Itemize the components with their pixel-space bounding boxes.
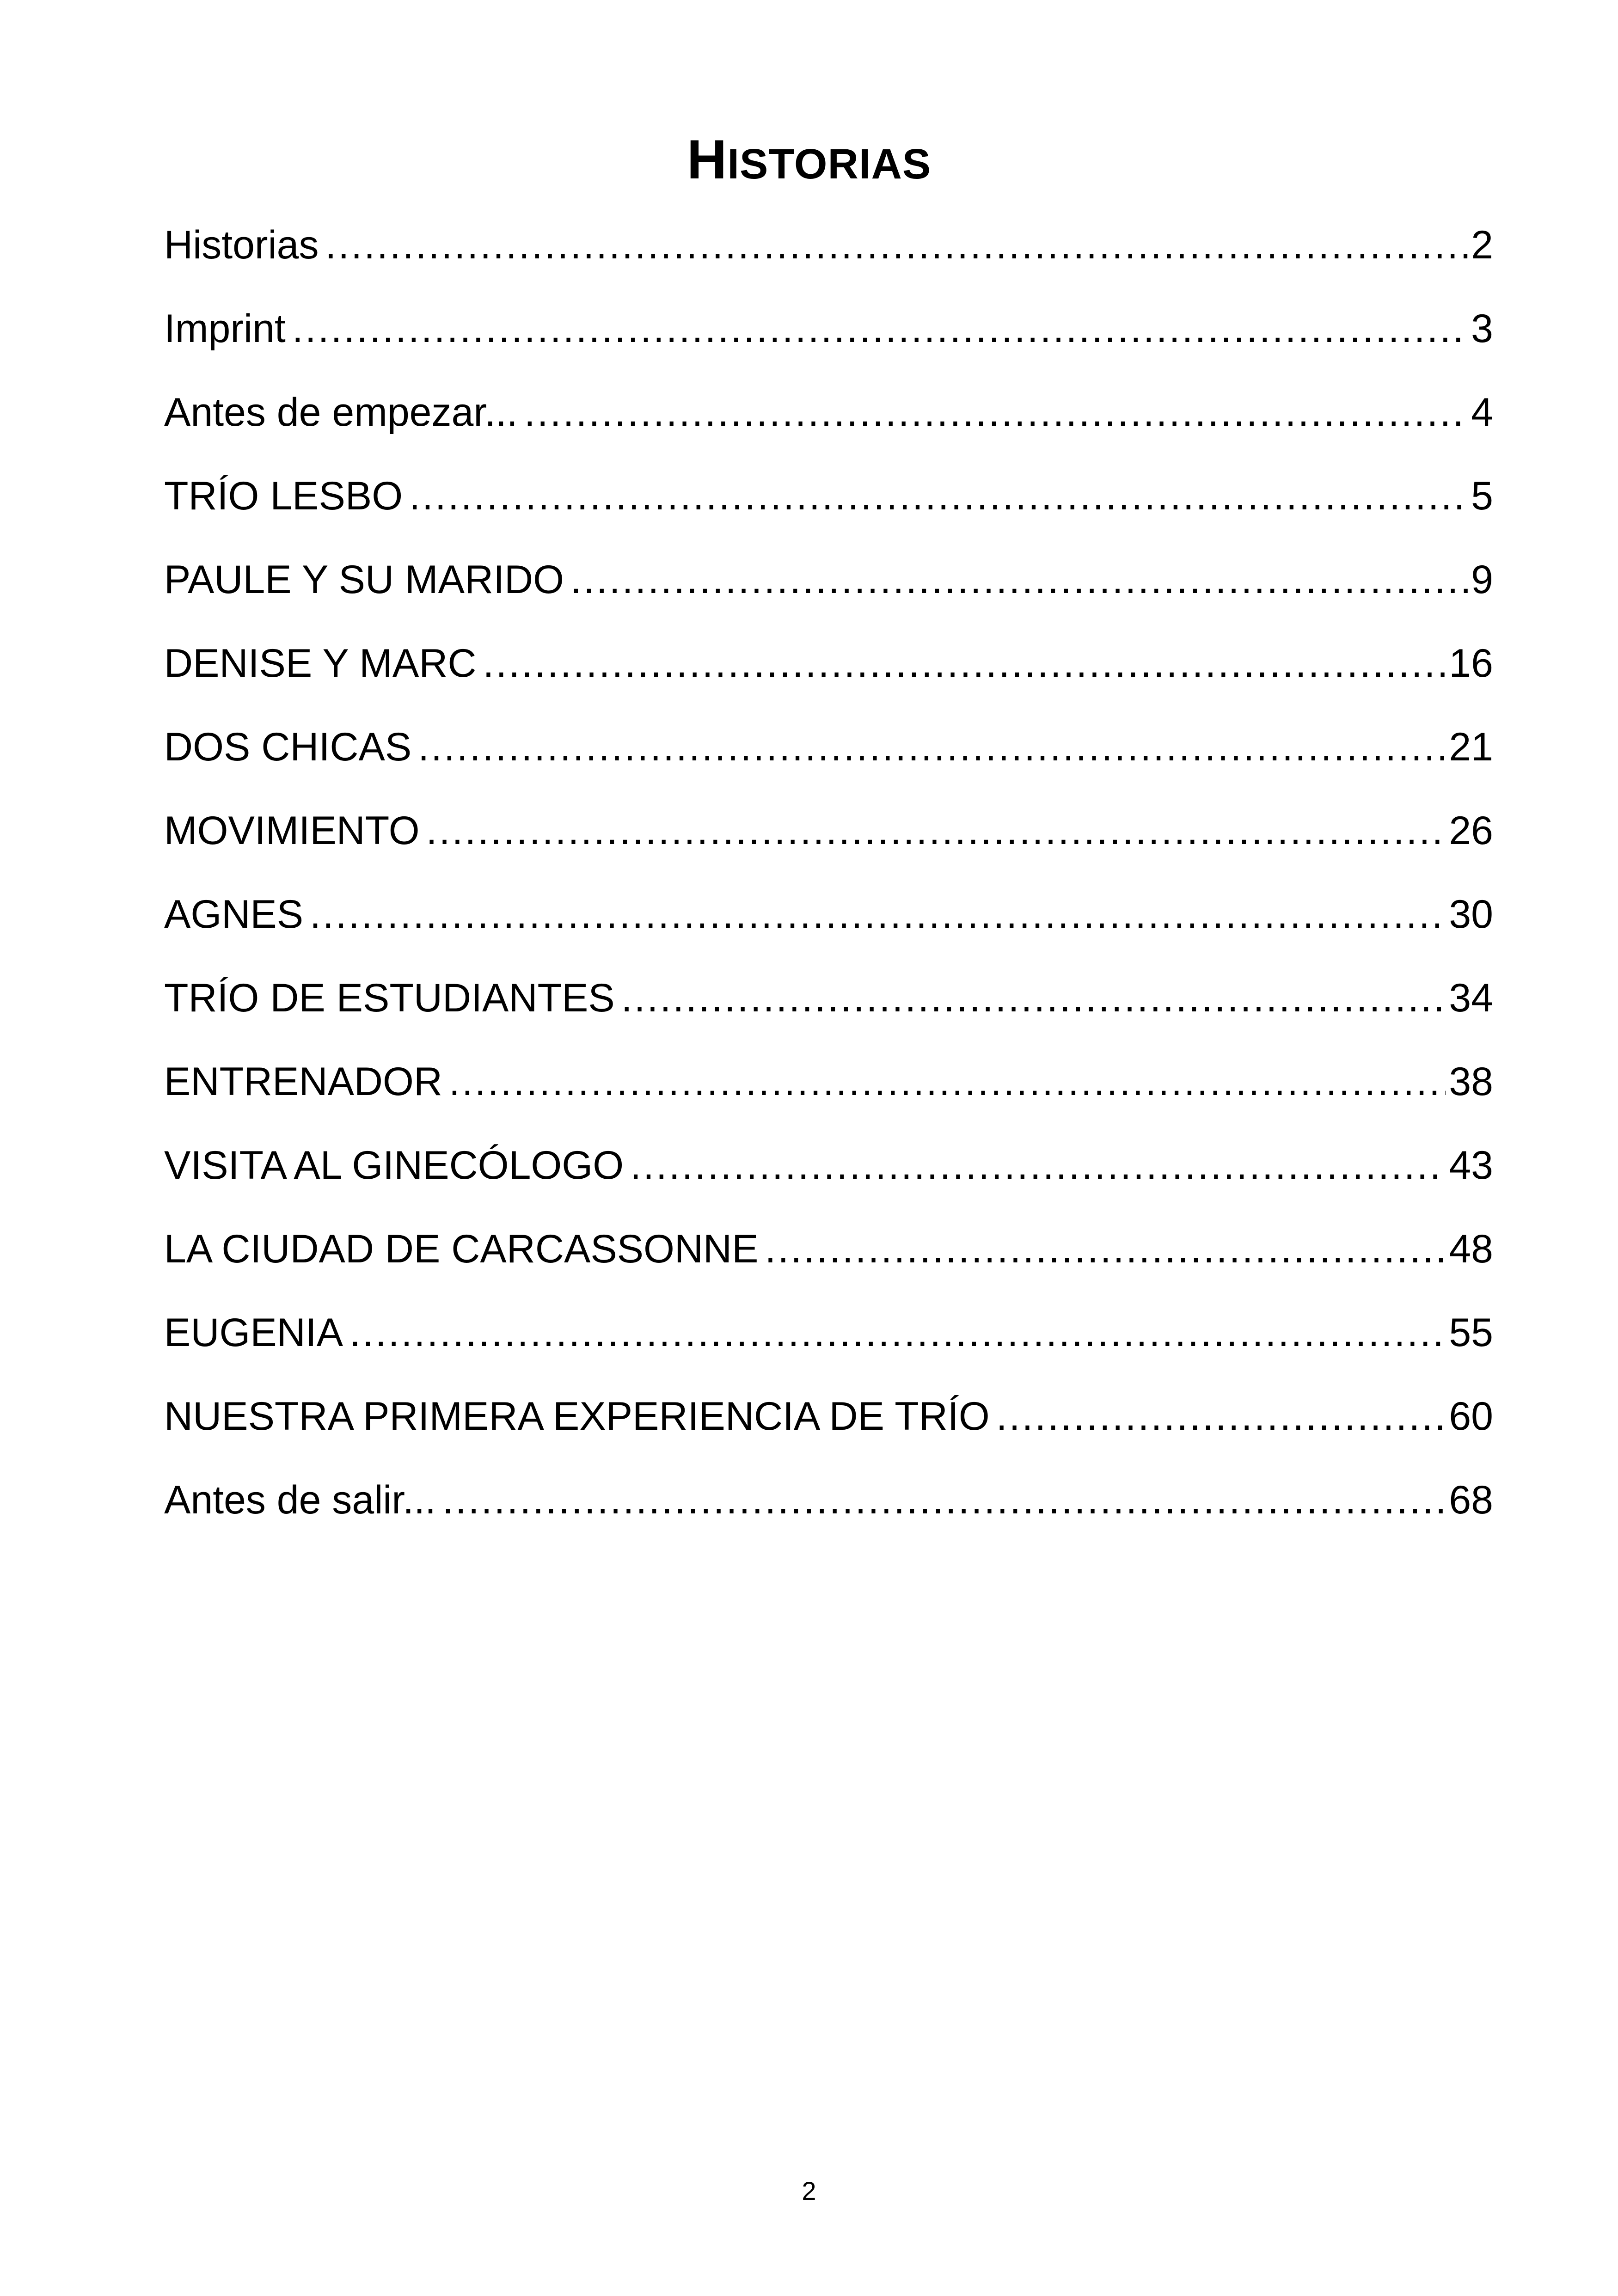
toc-leader-dots bbox=[621, 975, 1446, 1021]
toc-entry-title: MOVIMIENTO bbox=[164, 808, 420, 853]
toc-entry-title: Historias bbox=[164, 223, 319, 267]
toc-entry-page: 34 bbox=[1449, 976, 1493, 1020]
toc-leader-dots bbox=[570, 557, 1468, 603]
toc-entry-page: 16 bbox=[1449, 641, 1493, 686]
toc-entry[interactable] bbox=[164, 473, 1493, 557]
toc-leader-dots bbox=[524, 389, 1468, 435]
toc-entry-page: 55 bbox=[1449, 1310, 1493, 1355]
toc-entry-page: 3 bbox=[1471, 306, 1493, 351]
toc-leader-dots bbox=[409, 473, 1468, 519]
toc-entry-page: 21 bbox=[1449, 725, 1493, 769]
toc-entry-page: 5 bbox=[1471, 474, 1493, 518]
toc-entry-title: Antes de salir... bbox=[164, 1478, 436, 1522]
toc-leader-dots bbox=[630, 1142, 1446, 1188]
toc-entry-title: AGNES bbox=[164, 892, 304, 937]
toc-entry[interactable] bbox=[164, 1142, 1493, 1226]
toc-entry[interactable] bbox=[164, 975, 1493, 1059]
toc-entry-title: TRÍO LESBO bbox=[164, 474, 403, 518]
toc-leader-dots bbox=[418, 724, 1446, 770]
toc-entry[interactable] bbox=[164, 891, 1493, 975]
toc-entry[interactable] bbox=[164, 640, 1493, 724]
toc-entry[interactable] bbox=[164, 1393, 1493, 1477]
page-title-initial: H bbox=[686, 129, 728, 190]
toc-entry-title: VISITA AL GINECÓLOGO bbox=[164, 1143, 624, 1188]
toc-entry-title: EUGENIA bbox=[164, 1310, 343, 1355]
toc-entry-title: ENTRENADOR bbox=[164, 1059, 443, 1104]
toc-entry[interactable] bbox=[164, 389, 1493, 473]
page-title bbox=[0, 118, 1618, 206]
toc-entry-title: Antes de empezar... bbox=[164, 390, 518, 435]
toc-entry-page: 9 bbox=[1471, 557, 1493, 602]
page-number: 2 bbox=[802, 2176, 816, 2205]
toc-entry[interactable] bbox=[164, 724, 1493, 808]
toc-entry-page: 38 bbox=[1449, 1059, 1493, 1104]
toc-entry-title: LA CIUDAD DE CARCASSONNE bbox=[164, 1227, 759, 1271]
table-of-contents bbox=[164, 222, 1493, 1561]
toc-leader-dots bbox=[310, 891, 1446, 937]
toc-entry-page: 68 bbox=[1449, 1478, 1493, 1522]
toc-leader-dots bbox=[765, 1226, 1446, 1272]
toc-entry[interactable] bbox=[164, 222, 1493, 306]
toc-leader-dots bbox=[325, 222, 1469, 268]
toc-entry[interactable] bbox=[164, 1059, 1493, 1142]
toc-entry[interactable] bbox=[164, 1477, 1493, 1561]
toc-entry-page: 26 bbox=[1449, 808, 1493, 853]
toc-leader-dots bbox=[996, 1393, 1446, 1439]
page-title-rest: ISTORIAS bbox=[727, 141, 932, 188]
toc-entry-title: Imprint bbox=[164, 306, 286, 351]
toc-entry[interactable] bbox=[164, 1310, 1493, 1393]
toc-leader-dots bbox=[449, 1059, 1446, 1105]
toc-entry-page: 43 bbox=[1449, 1143, 1493, 1188]
toc-entry-title: DENISE Y MARC bbox=[164, 641, 477, 686]
toc-entry-title: NUESTRA PRIMERA EXPERIENCIA DE TRÍO bbox=[164, 1394, 990, 1439]
toc-leader-dots bbox=[349, 1310, 1446, 1356]
toc-entry[interactable] bbox=[164, 808, 1493, 891]
toc-entry-title: DOS CHICAS bbox=[164, 725, 412, 769]
toc-entry-title: TRÍO DE ESTUDIANTES bbox=[164, 976, 615, 1020]
toc-entry[interactable] bbox=[164, 1226, 1493, 1310]
toc-entry-page: 48 bbox=[1449, 1227, 1493, 1271]
toc-entry-page: 30 bbox=[1449, 892, 1493, 937]
toc-leader-dots bbox=[292, 306, 1468, 352]
toc-entry-title: PAULE Y SU MARIDO bbox=[164, 557, 564, 602]
toc-entry-page: 2 bbox=[1471, 223, 1493, 267]
toc-entry-page: 60 bbox=[1449, 1394, 1493, 1439]
toc-entry-page: 4 bbox=[1471, 390, 1493, 435]
toc-leader-dots bbox=[442, 1477, 1446, 1523]
toc-leader-dots bbox=[483, 640, 1446, 686]
toc-leader-dots bbox=[426, 808, 1446, 854]
toc-entry[interactable] bbox=[164, 557, 1493, 640]
toc-entry[interactable] bbox=[164, 306, 1493, 389]
